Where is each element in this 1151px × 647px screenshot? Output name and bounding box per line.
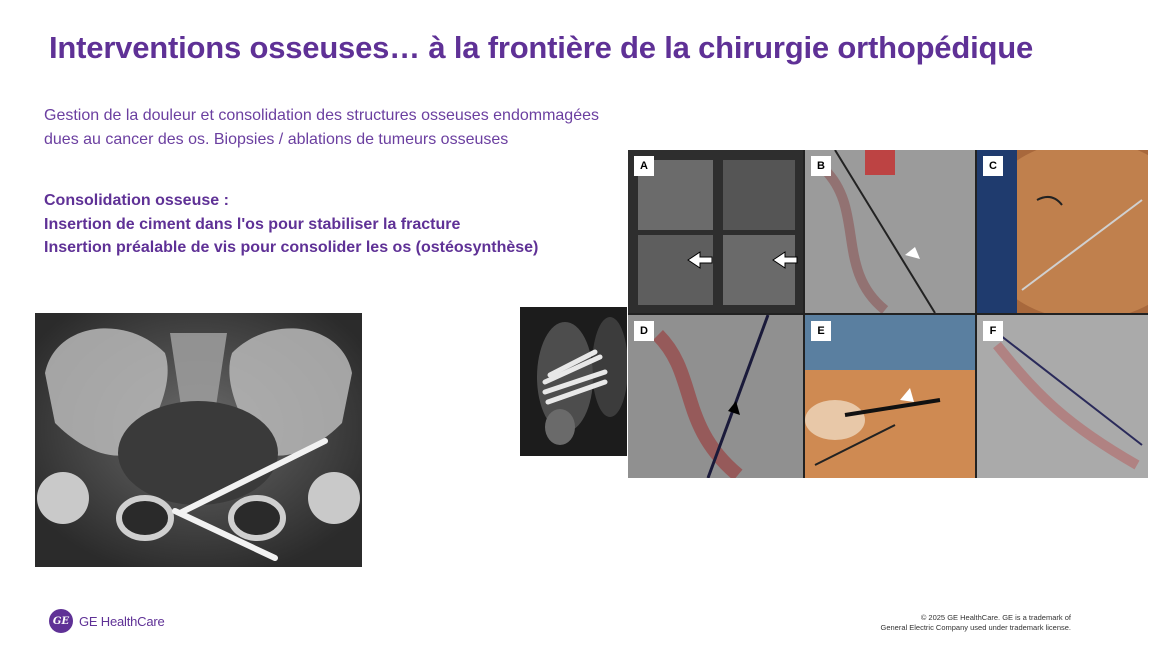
consolidation-block <box>44 189 684 260</box>
panel-b <box>805 150 975 313</box>
copyright-line: General Electric Company used under trademark license. <box>880 622 1071 632</box>
copyright-notice <box>880 613 1071 632</box>
panel-d <box>628 315 803 478</box>
intro-line: dues au cancer des os. Biopsies / ablations de tumeurs osseuses <box>44 131 509 148</box>
slide-title: Interventions osseuses… à la frontière de la chirurgie orthopédique <box>49 30 1034 65</box>
panel-letter: E <box>811 321 831 341</box>
ge-monogram-icon: GE <box>49 609 73 633</box>
procedure-panels-figure <box>628 150 1148 478</box>
panel-letter: F <box>983 321 1003 341</box>
panel-letter: D <box>634 321 654 341</box>
consolidation-item: Insertion de ciment dans l'os pour stabiliser la fracture <box>44 215 461 233</box>
intro-line: Gestion de la douleur et consolidation des structures osseuses endommagées <box>44 107 599 124</box>
panel-f <box>977 315 1148 478</box>
consolidation-heading: Consolidation osseuse : <box>44 192 229 209</box>
panel-e <box>805 315 975 478</box>
brand-name: GE HealthCare <box>79 613 165 629</box>
ct-screws-image <box>520 307 627 456</box>
panel-c <box>977 150 1148 313</box>
pelvis-xray-image <box>35 313 362 567</box>
intro-text <box>44 104 684 152</box>
panel-letter: B <box>811 156 831 176</box>
copyright-line: © 2025 GE HealthCare. GE is a trademark of <box>920 613 1071 622</box>
panel-letter: A <box>634 156 654 176</box>
consolidation-item: Insertion préalable de vis pour consolider les os (ostéosynthèse) <box>44 239 539 256</box>
panel-letter: C <box>983 156 1003 176</box>
ge-healthcare-logo <box>49 609 165 633</box>
panel-a <box>628 150 803 313</box>
